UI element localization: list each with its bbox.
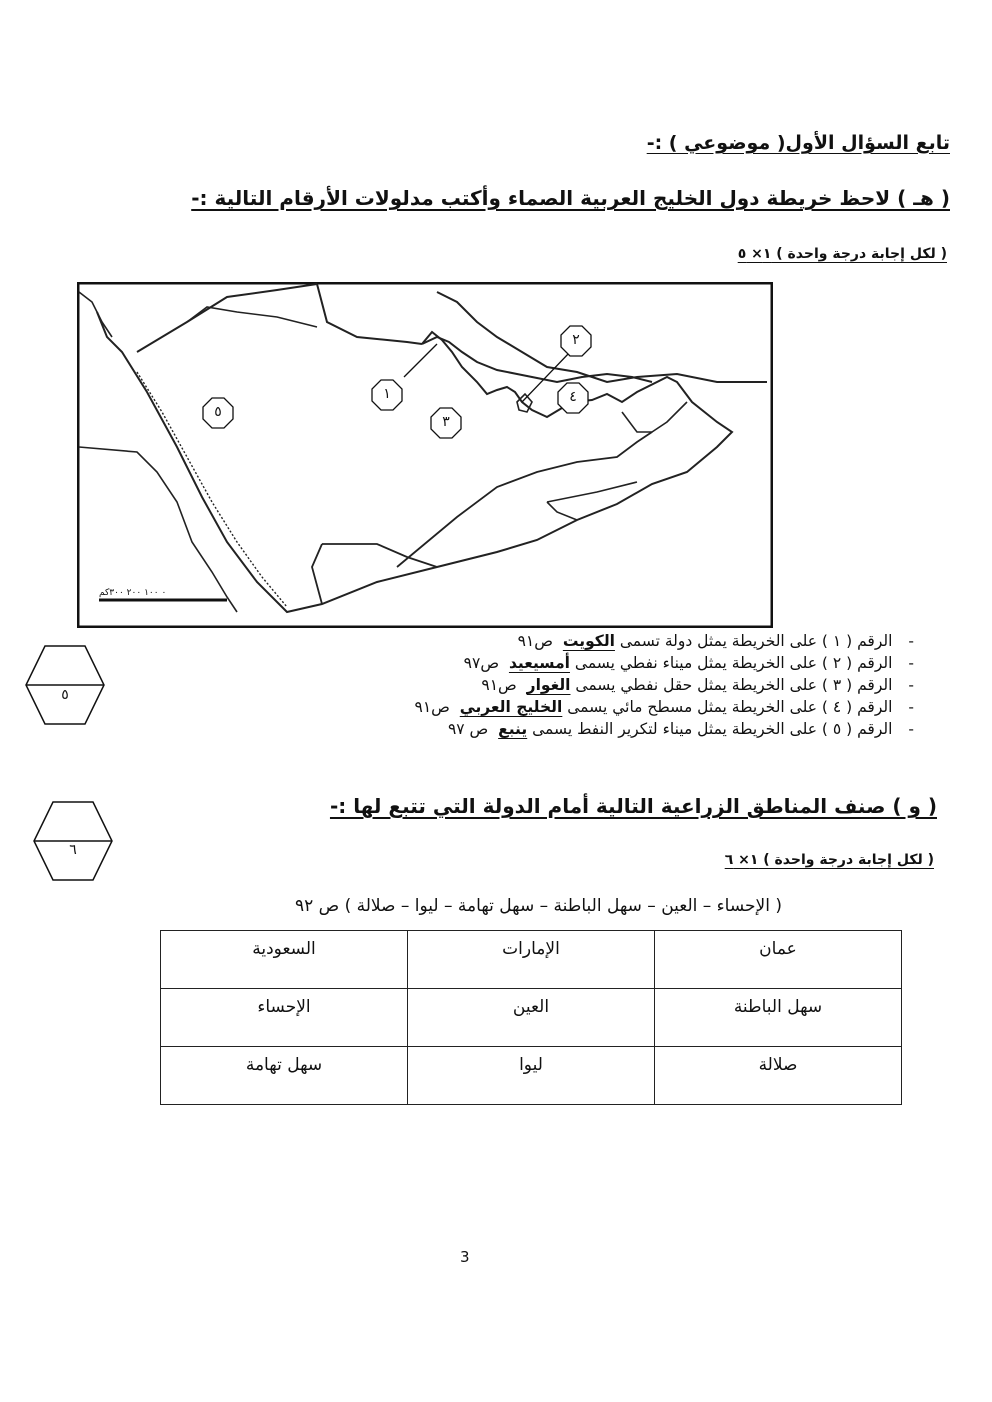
list-item <box>354 632 914 654</box>
table-cell: الإحساء <box>161 989 408 1047</box>
item-text: الرقم ( ٥ ) على الخريطة يمثل ميناء لتكرير النفط يسمى <box>532 720 893 738</box>
section-w-title: ( و ) صنف المناطق الزراعية التالية أمام الدولة التي تتبع لها :- <box>329 794 937 818</box>
map-scale-label: ٠ ١٠٠ ٢٠٠ ٣٠٠كم <box>99 588 167 598</box>
classification-table <box>160 930 902 1105</box>
list-item <box>354 720 914 742</box>
score-badge-section-w <box>32 800 114 882</box>
hexagon-icon <box>24 644 106 726</box>
bullet-dash: - <box>908 698 914 716</box>
item-text: الرقم ( ٤ ) على الخريطة يمثل مسطح مائي يسمى <box>567 698 893 716</box>
map-marker-3: ٣ <box>442 414 450 430</box>
gulf-blank-map <box>77 282 773 628</box>
hexagon-icon <box>32 800 114 882</box>
continuation-header: تابع السؤال الأول( موضوعي ) :- <box>646 132 950 154</box>
table-cell: سهل تهامة <box>161 1047 408 1105</box>
table-cell: سهل الباطنة <box>655 989 902 1047</box>
item-page: ص٩١ <box>481 676 517 694</box>
item-text: الرقم ( ٢ ) على الخريطة يمثل ميناء نفطي يسمى <box>574 654 893 672</box>
map-marker-5: ٥ <box>214 404 222 420</box>
table-cell: العين <box>408 989 655 1047</box>
item-page: ص٩١ <box>517 632 553 650</box>
list-item <box>354 676 914 698</box>
item-page: ص٩١ <box>414 698 450 716</box>
map-marker-2: ٢ <box>572 332 580 348</box>
table-cell: صلالة <box>655 1047 902 1105</box>
map-marker-4: ٤ <box>569 389 577 405</box>
map-marker-1: ١ <box>383 386 391 402</box>
bullet-dash: - <box>908 632 914 650</box>
header-saudi: السعودية <box>161 931 408 989</box>
table-cell: ليوا <box>408 1047 655 1105</box>
item-answer: أمسيعيد <box>508 654 570 672</box>
section-h-grading: ( لكل إجابة درجة واحدة ) ١× ٥ <box>737 246 947 262</box>
section-h-title: ( هـ ) لاحظ خريطة دول الخليج العربية الصماء وأكتب مدلولات الأرقام التالية :- <box>191 186 950 210</box>
section-w-grading: ( لكل إجابة درجة واحدة ) ١× ٦ <box>724 852 934 868</box>
page-number: 3 <box>460 1248 470 1266</box>
item-text: الرقم ( ٣ ) على الخريطة يمثل حقل نفطي يسمى <box>575 676 893 694</box>
table-row <box>161 989 902 1047</box>
list-item <box>354 698 914 720</box>
header-oman: عمان <box>655 931 902 989</box>
item-answer: الخليج العربي <box>459 698 563 716</box>
map-answers-list <box>354 632 914 742</box>
item-text: الرقم ( ١ ) على الخريطة يمثل دولة تسمى <box>619 632 893 650</box>
bullet-dash: - <box>908 676 914 694</box>
section-w-options: ( الإحساء – العين – سهل الباطنة – سهل تهامة – ليوا – صلالة ) ص ٩٢ <box>294 896 782 916</box>
score-badge-value: ٥ <box>61 687 69 703</box>
list-item <box>354 654 914 676</box>
item-answer: ينبع <box>498 720 528 738</box>
item-page: ص٩٧ <box>463 654 500 672</box>
table-header-row <box>161 931 902 989</box>
score-badge-section-h <box>24 644 106 726</box>
bullet-dash: - <box>908 720 914 738</box>
map-outline-svg <box>77 282 773 628</box>
item-answer: الكويت <box>562 632 615 650</box>
header-uae: الإمارات <box>408 931 655 989</box>
item-page: ص ٩٧ <box>447 720 489 738</box>
item-answer: الغوار <box>526 676 571 694</box>
table-row <box>161 1047 902 1105</box>
bullet-dash: - <box>908 654 914 672</box>
score-badge-value: ٦ <box>69 842 77 858</box>
